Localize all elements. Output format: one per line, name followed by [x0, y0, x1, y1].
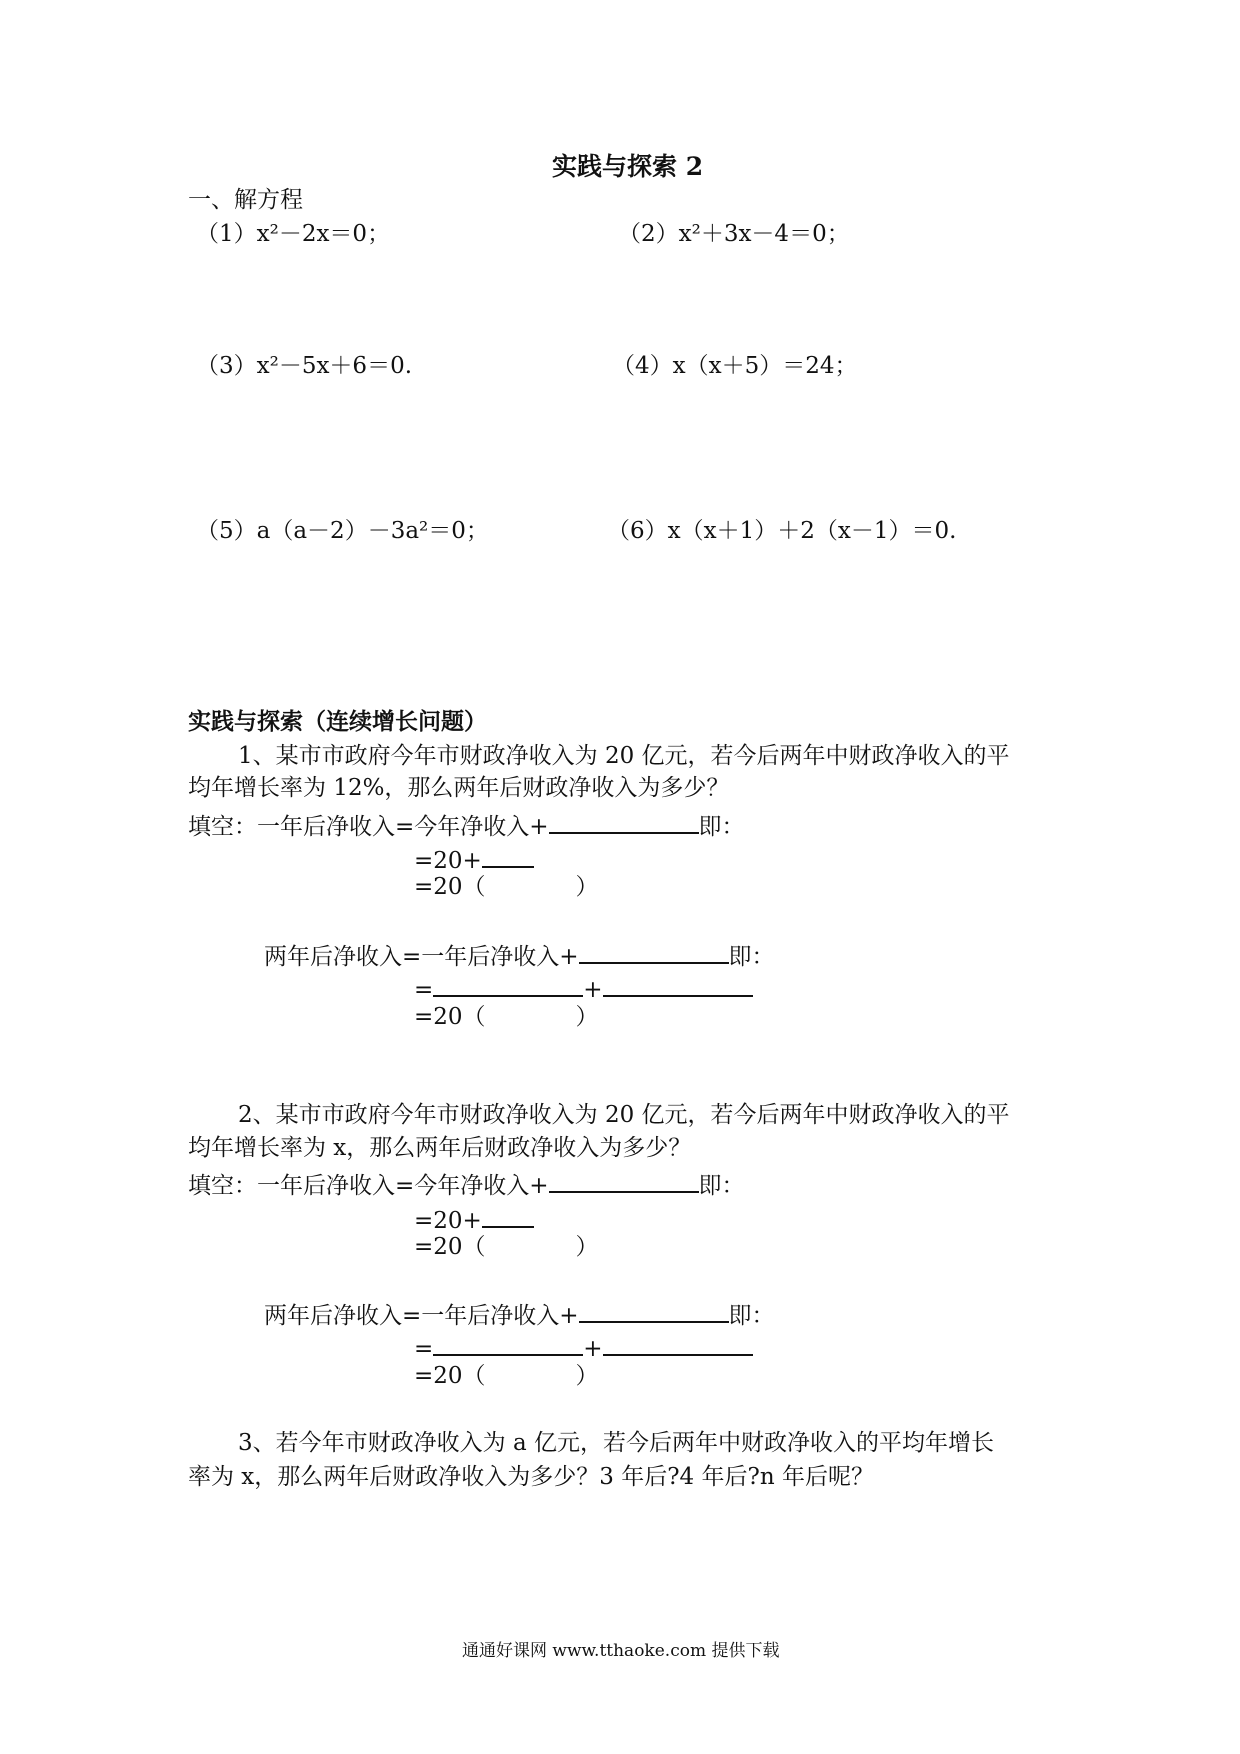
p1-one-year-blank[interactable] [549, 808, 699, 834]
p1-two-year-blank[interactable] [579, 938, 729, 964]
p1-eq-20-paren-line [414, 874, 599, 902]
p2-eq-20-paren-line-2 [414, 1363, 599, 1391]
paren-close: ） [575, 874, 599, 900]
eq-20-paren-open: =20（ [414, 874, 486, 900]
eq-20-paren-open: =20（ [414, 1004, 486, 1030]
p2-eq-20-plus-line [414, 1202, 534, 1236]
ji-label: 即： [728, 944, 775, 971]
equation-5: （5）a（a－2）－3a²＝0； [196, 518, 489, 544]
p1-eq-20-plus-line [414, 842, 534, 876]
eq-20-plus: =20+ [414, 1208, 482, 1235]
ji-label: 即： [698, 1173, 745, 1200]
paren-close: ） [575, 1363, 599, 1389]
equation-4: （4）x（x＋5）＝24； [612, 353, 858, 379]
p2-one-year-blank[interactable] [549, 1167, 699, 1193]
eq-20-plus: =20+ [414, 848, 482, 875]
p1-two-year-line [264, 938, 775, 972]
problem2-line1: 2、某市市政府今年市财政净收入为 20 亿元，若今后两年中财政净收入的平 [238, 1102, 1010, 1128]
eq-20-paren-open: =20（ [414, 1234, 486, 1260]
problem3-line2: 率为 x，那么两年后财政净收入为多少？3 年后?4 年后?n 年后呢？ [188, 1464, 874, 1490]
fill-prefix: 填空： [188, 1173, 257, 1200]
one-year-label: 一年后净收入=今年净收入+ [257, 814, 549, 841]
p1-eq-sum-line [414, 971, 753, 1005]
equation-3: （3）x²－5x＋6＝0. [196, 353, 413, 379]
p1-20-plus-blank[interactable] [482, 842, 534, 868]
two-year-label: 两年后净收入=一年后净收入+ [264, 944, 579, 971]
paren-close: ） [575, 1234, 599, 1260]
section2-heading: 实践与探索（连续增长问题） [188, 708, 487, 735]
equation-2: （2）x²＋3x－4＝0； [618, 221, 850, 247]
eq-sign: = [414, 977, 434, 1004]
p2-sum-blank-2[interactable] [603, 1330, 753, 1356]
p1-one-year-line [188, 808, 745, 842]
problem1-line1: 1、某市市政府今年市财政净收入为 20 亿元，若今后两年中财政净收入的平 [238, 743, 1010, 769]
fill-prefix: 填空： [188, 814, 257, 841]
p2-one-year-line [188, 1167, 745, 1201]
equation-1: （1）x²－2x＝0； [196, 221, 391, 247]
problem3-line1: 3、若今年市财政净收入为 a 亿元，若今后两年中财政净收入的平均年增长 [238, 1430, 994, 1456]
p1-sum-blank-1[interactable] [433, 971, 583, 997]
p2-20-plus-blank[interactable] [482, 1202, 534, 1228]
eq-20-paren-open: =20（ [414, 1363, 486, 1389]
p2-eq-20-paren-line [414, 1234, 599, 1262]
p2-eq-sum-line [414, 1330, 753, 1364]
one-year-label: 一年后净收入=今年净收入+ [257, 1173, 549, 1200]
p1-eq-20-paren-line-2 [414, 1004, 599, 1032]
plus-sign: + [583, 977, 603, 1004]
p2-two-year-blank[interactable] [579, 1297, 729, 1323]
two-year-label: 两年后净收入=一年后净收入+ [264, 1303, 579, 1330]
ji-label: 即： [698, 814, 745, 841]
plus-sign: + [583, 1336, 603, 1363]
problem1-line2: 均年增长率为 12%，那么两年后财政净收入为多少？ [188, 775, 730, 801]
page-title: 实践与探索 2 [552, 152, 704, 181]
eq-sign: = [414, 1336, 434, 1363]
ji-label: 即： [728, 1303, 775, 1330]
paren-close: ） [575, 1004, 599, 1030]
problem2-line2: 均年增长率为 x，那么两年后财政净收入为多少？ [188, 1135, 692, 1161]
p1-sum-blank-2[interactable] [603, 971, 753, 997]
equation-6: （6）x（x＋1）＋2（x－1）＝0. [607, 518, 957, 544]
p2-two-year-line [264, 1297, 775, 1331]
section1-heading: 一、解方程 [188, 187, 303, 213]
p2-sum-blank-1[interactable] [433, 1330, 583, 1356]
page-footer: 通通好课网 www.tthaoke.com 提供下载 [462, 1641, 780, 1661]
